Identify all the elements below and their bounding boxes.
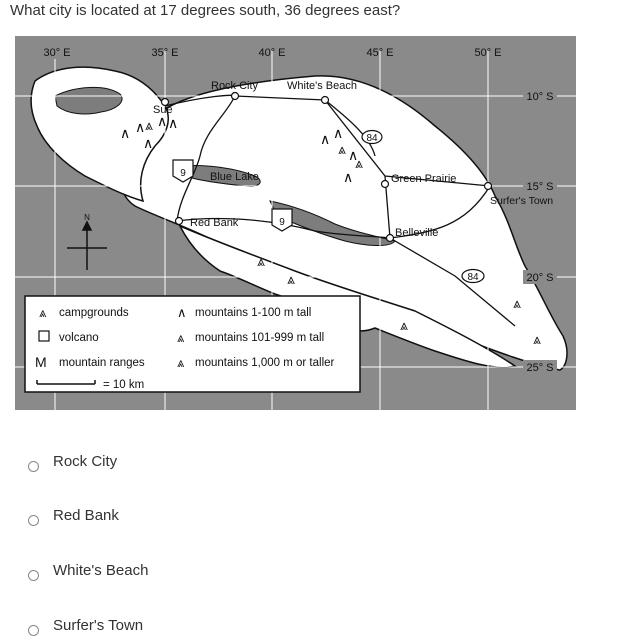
road-9-label-a: 9 — [180, 168, 186, 179]
choice-label: Red Bank — [53, 506, 119, 524]
choice-label: White's Beach — [53, 561, 149, 579]
city-sue: Sue — [153, 104, 173, 116]
svg-text:∧: ∧ — [157, 113, 168, 129]
svg-text:∧: ∧ — [343, 169, 354, 185]
lat-10: 10° S — [526, 91, 554, 103]
lon-50: 50° E — [474, 47, 502, 59]
radio-button[interactable] — [28, 570, 39, 581]
mountain-range-icon: M — [35, 354, 47, 370]
svg-text:∧: ∧ — [348, 147, 359, 163]
legend — [25, 296, 360, 392]
lon-45: 45° E — [366, 47, 394, 59]
svg-text:⩓: ⩓ — [257, 253, 265, 269]
mountain-small-icon: ∧ — [177, 305, 187, 320]
lat-25: 25° S — [526, 362, 554, 374]
legend-mtn-1-100: mountains 1-100 m tall — [195, 307, 312, 319]
choice-whites-beach[interactable] — [28, 559, 148, 583]
lon-40: 40° E — [258, 47, 286, 59]
svg-text:⩓: ⩓ — [355, 155, 363, 171]
svg-text:∧: ∧ — [168, 115, 179, 131]
legend-mtn-1000: mountains 1,000 m or taller — [195, 357, 335, 369]
choice-label: Surfer's Town — [53, 616, 144, 634]
choice-red-bank[interactable] — [28, 504, 119, 528]
svg-text:⩓: ⩓ — [400, 317, 408, 333]
radio-button[interactable] — [28, 461, 39, 472]
mountain-medium-icon: ⩓ — [177, 330, 185, 345]
road-84-label-b: 84 — [467, 272, 479, 283]
city-blue-lake: Blue Lake — [210, 171, 259, 183]
radio-button[interactable] — [28, 515, 39, 526]
lat-15: 15° S — [526, 181, 554, 193]
campgrounds-icon: ⩓ — [39, 305, 47, 320]
road-84-label-a: 84 — [366, 133, 378, 144]
svg-text:⩓: ⩓ — [533, 331, 541, 347]
city-rock-city: Rock City — [211, 80, 259, 92]
city-surfers-town: Surfer's Town — [490, 195, 554, 207]
compass-north-label: N — [84, 213, 90, 222]
legend-mountain-ranges: mountain ranges — [59, 357, 145, 369]
mountain-large-icon: ⩓ — [177, 355, 185, 370]
lon-35: 35° E — [151, 47, 179, 59]
city-whites-beach: White's Beach — [287, 80, 357, 92]
island-map — [15, 36, 576, 410]
choice-rock-city[interactable] — [28, 450, 117, 474]
lon-30: 30° E — [43, 47, 71, 59]
legend-scale: = 10 km — [103, 379, 145, 391]
city-green-prairie: Green Prairie — [391, 173, 457, 185]
question-text: What city is located at 17 degrees south, 36 degrees east? — [10, 2, 401, 19]
legend-volcano: volcano — [59, 332, 99, 344]
road-9-label-b: 9 — [279, 217, 285, 228]
svg-text:⩓: ⩓ — [338, 141, 346, 157]
city-belleville: Belleville — [395, 227, 439, 239]
choice-surfers-town[interactable] — [28, 614, 143, 638]
svg-text:∧: ∧ — [120, 125, 131, 141]
svg-text:∧: ∧ — [320, 131, 331, 147]
svg-text:⩓: ⩓ — [145, 117, 153, 133]
svg-text:∧: ∧ — [143, 135, 154, 151]
svg-text:⩓: ⩓ — [513, 295, 521, 311]
svg-text:∧: ∧ — [135, 119, 146, 135]
radio-button[interactable] — [28, 625, 39, 636]
svg-text:⩓: ⩓ — [287, 271, 295, 287]
choice-label: Rock City — [53, 452, 118, 470]
city-red-bank: Red Bank — [190, 217, 239, 229]
lat-20: 20° S — [526, 272, 554, 284]
legend-campgrounds: campgrounds — [59, 307, 129, 319]
svg-text:∧: ∧ — [333, 125, 344, 141]
legend-mtn-101-999: mountains 101-999 m tall — [195, 332, 325, 344]
